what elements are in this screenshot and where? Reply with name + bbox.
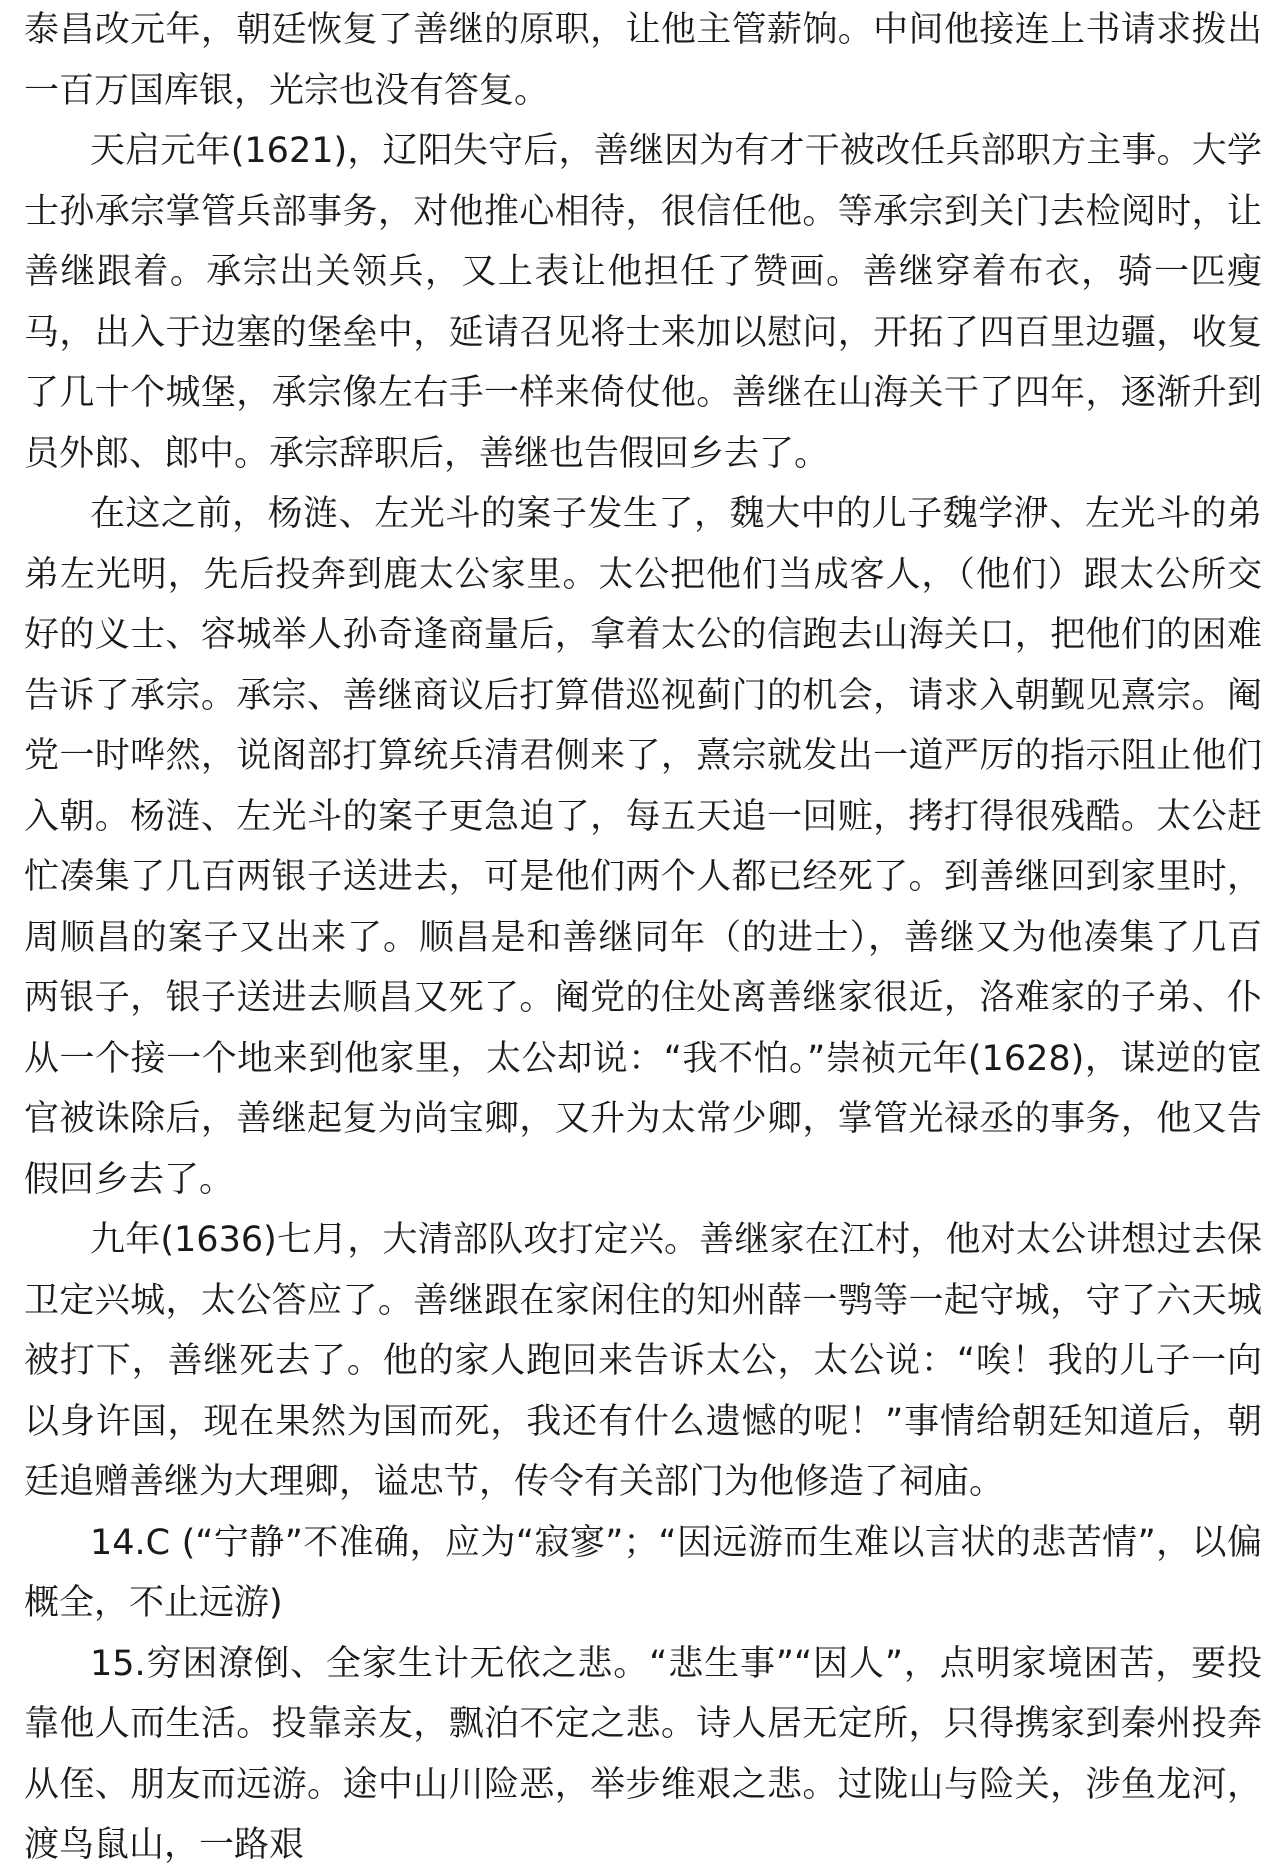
paragraph-tianqi: 天启元年(1621)，辽阳失守后，善继因为有才干被改任兵部职方主事。大学士孙承宗掌管兵部事务，对他推心相待，很信任他。等承宗到关门去检阅时，让善继跟着。承宗出关领兵，又上表让他担任了赞画。善继穿着布衣，骑一匹瘦马，出入于边塞的堡垒中，延请召见将士来加以慰问，开拓了四百里边疆，收复了几十个城堡，承宗像左右手一样来倚仗他。善继在山海关干了四年，逐渐升到员外郎、郎中。承宗辞职后，善继也告假回乡去了。 bbox=[24, 131, 1262, 474]
paragraph-yang-lian-case: 在这之前，杨涟、左光斗的案子发生了，魏大中的儿子魏学洢、左光斗的弟弟左光明，先后投奔到鹿太公家里。太公把他们当成客人，（他们）跟太公所交好的义士、容城举人孙奇逢商量后，拿着太公的信跑去山海关口，把他们的困难告诉了承宗。承宗、善继商议后打算借巡视蓟门的机会，请求入朝觐见熹宗。阉党一时哗然，说阁部打算统兵清君侧来了，熹宗就发出一道严厉的指示阻止他们入朝。杨涟、左光斗的案子更急迫了，每五天追一回赃，拷打得很残酷。太公赶忙凑集了几百两银子送进去，可是他们两个人都已经死了。到善继回到家里时，周顺昌的案子又出来了。顺昌是和善继同年（的进士），善继又为他凑集了几百两银子，银子送进去顺昌又死了。阉党的住处离善继家很近，洛难家的子弟、仆从一个接一个地来到他家里，太公却说：“我不怕。”崇祯元年(1628)，谋逆的宦官被诛除后，善继起复为尚宝卿，又升为太常少卿，掌管光禄丞的事务，他又告假回乡去了。 bbox=[24, 494, 1262, 1200]
answer-15: 15.穷困潦倒、全家生计无依之悲。“悲生事”“因人”，点明家境困苦，要投靠他人而生活。投靠亲友，飘泊不定之悲。诗人居无定所，只得携家到秦州投奔从侄、朋友而远游。途中山川险恶，举步维艰之悲。过陇山与险关，涉鱼龙河，渡鸟鼠山，一路艰 bbox=[24, 1643, 1262, 1865]
answer-14: 14.C (“宁静”不准确，应为“寂寥”；“因远游而生难以言状的悲苦情”，以偏概全，不止远游) bbox=[24, 1522, 1262, 1623]
paragraph-dingxing-defense: 九年(1636)七月，大清部队攻打定兴。善继家在江村，他对太公讲想过去保卫定兴城，太公答应了。善继跟在家闲住的知州薛一鹗等一起守城，守了六天城被打下，善继死去了。他的家人跑回来告诉太公，太公说：“唉！我的儿子一向以身许国，现在果然为国而死，我还有什么遗憾的呢！”事情给朝廷知道后，朝廷追赠善继为大理卿，谥忠节，传令有关部门为他修造了祠庙。 bbox=[24, 1220, 1262, 1502]
document-page bbox=[24, 0, 1262, 1876]
paragraph-taichang: 泰昌改元年，朝廷恢复了善继的原职，让他主管薪饷。中间他接连上书请求拨出一百万国库银，光宗也没有答复。 bbox=[24, 10, 1262, 111]
